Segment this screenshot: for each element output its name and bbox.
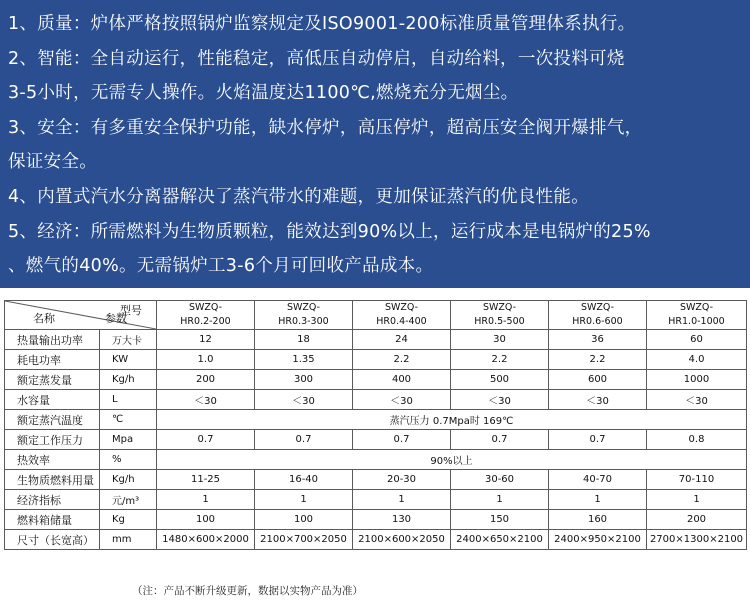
param-name-cell: 热效率 xyxy=(5,450,100,470)
value-cell: 1.35 xyxy=(255,350,353,370)
value-cell: 11-25 xyxy=(157,470,255,490)
value-cell: 1 xyxy=(353,490,451,510)
value-cell: 2400×950×2100 xyxy=(549,530,647,550)
table-row xyxy=(5,330,747,350)
value-cell: 600 xyxy=(549,370,647,390)
table-row xyxy=(5,450,747,470)
value-cell: 4.0 xyxy=(647,350,747,370)
value-cell: ＜30 xyxy=(451,390,549,410)
value-cell: 1480×600×2000 xyxy=(157,530,255,550)
features-list xyxy=(8,7,746,284)
value-cell: 0.7 xyxy=(353,430,451,450)
model-header-cell xyxy=(647,301,747,330)
model-code: HR0.2-200 xyxy=(180,316,231,327)
param-name-cell: 额定蒸发量 xyxy=(5,370,100,390)
value-cell: ＜30 xyxy=(549,390,647,410)
value-cell: 500 xyxy=(451,370,549,390)
features-banner xyxy=(0,0,750,288)
value-cell: 36 xyxy=(549,330,647,350)
unit-cell: Mpa xyxy=(100,430,157,450)
value-cell: 1.0 xyxy=(157,350,255,370)
value-cell: ＜30 xyxy=(353,390,451,410)
unit-cell: mm xyxy=(100,530,157,550)
value-cell: 30-60 xyxy=(451,470,549,490)
unit-cell: Kg xyxy=(100,510,157,530)
value-cell: 300 xyxy=(255,370,353,390)
value-cell: 18 xyxy=(255,330,353,350)
unit-cell: KW xyxy=(100,350,157,370)
model-header-cell xyxy=(255,301,353,330)
model-header-cell xyxy=(353,301,451,330)
value-cell: 160 xyxy=(549,510,647,530)
table-row xyxy=(5,530,747,550)
value-cell: 1 xyxy=(255,490,353,510)
model-header-cell xyxy=(549,301,647,330)
feature-line: 3、安全：有多重安全保护功能，缺水停炉，高压停炉，超高压安全阀开爆排气， xyxy=(8,117,643,138)
model-prefix: SWZQ- xyxy=(679,302,714,313)
model-code: HR1.0-1000 xyxy=(668,316,725,327)
param-name-cell: 水容量 xyxy=(5,390,100,410)
unit-cell: L xyxy=(100,390,157,410)
table-row xyxy=(5,430,747,450)
value-cell: 2400×650×2100 xyxy=(451,530,549,550)
value-cell: 2.2 xyxy=(353,350,451,370)
value-cell: 100 xyxy=(255,510,353,530)
table-row xyxy=(5,390,747,410)
unit-cell: Kg/h xyxy=(100,370,157,390)
value-cell: ＜30 xyxy=(255,390,353,410)
footnote: （注：产品不断升级更新，数据以实物产品为准） xyxy=(132,585,363,597)
value-cell: 60 xyxy=(647,330,747,350)
param-name-cell: 经济指标 xyxy=(5,490,100,510)
value-cell: 1 xyxy=(451,490,549,510)
unit-cell: 元/m³ xyxy=(100,490,157,510)
value-cell: 2100×700×2050 xyxy=(255,530,353,550)
model-code: HR0.6-600 xyxy=(572,316,623,327)
unit-cell: 万大卡 xyxy=(100,330,157,350)
value-cell: 0.7 xyxy=(451,430,549,450)
param-label: 参数 xyxy=(105,312,127,325)
merged-value-cell: 90%以上 xyxy=(157,450,747,470)
value-cell: 1 xyxy=(647,490,747,510)
param-name-cell: 耗电功率 xyxy=(5,350,100,370)
value-cell: 70-110 xyxy=(647,470,747,490)
model-code: HR0.4-400 xyxy=(376,316,427,327)
value-cell: 130 xyxy=(353,510,451,530)
value-cell: 200 xyxy=(647,510,747,530)
unit-cell: Kg/h xyxy=(100,470,157,490)
param-name-cell: 额定蒸汽温度 xyxy=(5,410,100,430)
table-row xyxy=(5,470,747,490)
value-cell: 12 xyxy=(157,330,255,350)
model-prefix: SWZQ- xyxy=(384,302,419,313)
model-prefix: SWZQ- xyxy=(482,302,517,313)
model-prefix: SWZQ- xyxy=(286,302,321,313)
model-header-cell xyxy=(451,301,549,330)
feature-line: 3-5小时，无需专人操作。火焰温度达1100℃,燃烧充分无烟尘。 xyxy=(8,83,519,104)
value-cell: 0.7 xyxy=(549,430,647,450)
table-row xyxy=(5,410,747,430)
name-label: 名称 xyxy=(33,312,55,325)
model-code: HR0.5-500 xyxy=(474,316,525,327)
value-cell: 0.8 xyxy=(647,430,747,450)
value-cell: 2700×1300×2100 xyxy=(647,530,747,550)
table-row xyxy=(5,510,747,530)
value-cell: 20-30 xyxy=(353,470,451,490)
feature-line: 1、质量：炉体严格按照锅炉监察规定及ISO9001-200标准质量管理体系执行。 xyxy=(8,14,636,34)
model-label: 型号 xyxy=(120,304,142,317)
model-prefix: SWZQ- xyxy=(188,302,223,313)
table-row xyxy=(5,350,747,370)
table-header-row xyxy=(5,301,747,330)
value-cell: 200 xyxy=(157,370,255,390)
model-prefix: SWZQ- xyxy=(580,302,615,313)
feature-line: 2、智能：全自动运行，性能稳定，高低压自动停启，自动给料，一次投料可烧 xyxy=(8,48,625,69)
value-cell: 100 xyxy=(157,510,255,530)
feature-line: 5、经济：所需燃料为生物质颗粒，能效达到90%以上，运行成本是电锅炉的25% xyxy=(8,221,651,242)
value-cell: 1 xyxy=(549,490,647,510)
spec-table xyxy=(4,300,747,550)
value-cell: 2.2 xyxy=(549,350,647,370)
table-row xyxy=(5,370,747,390)
unit-cell: % xyxy=(100,450,157,470)
value-cell: 1 xyxy=(157,490,255,510)
table-row xyxy=(5,490,747,510)
param-name-cell: 尺寸（长宽高） xyxy=(5,530,100,550)
model-code: HR0.3-300 xyxy=(278,316,329,327)
header-corner-cell xyxy=(5,301,157,330)
value-cell: 24 xyxy=(353,330,451,350)
param-name-cell: 额定工作压力 xyxy=(5,430,100,450)
spec-table-body xyxy=(5,301,747,550)
value-cell: 400 xyxy=(353,370,451,390)
value-cell: 150 xyxy=(451,510,549,530)
unit-cell: ℃ xyxy=(100,410,157,430)
value-cell: 0.7 xyxy=(255,430,353,450)
merged-value-cell: 蒸汽压力 0.7Mpa时 169℃ xyxy=(157,410,747,430)
value-cell: 30 xyxy=(451,330,549,350)
value-cell: ＜30 xyxy=(647,390,747,410)
feature-line: 4、内置式汽水分离器解决了蒸汽带水的难题，更加保证蒸汽的优良性能。 xyxy=(8,186,590,207)
feature-line: 、燃气的40%。无需锅炉工3-6个月可回收产品成本。 xyxy=(8,256,434,277)
value-cell: 2100×600×2050 xyxy=(353,530,451,550)
feature-line: 保证安全。 xyxy=(8,152,97,173)
value-cell: 2.2 xyxy=(451,350,549,370)
value-cell: 16-40 xyxy=(255,470,353,490)
param-name-cell: 生物质燃料用量 xyxy=(5,470,100,490)
value-cell: 40-70 xyxy=(549,470,647,490)
value-cell: 0.7 xyxy=(157,430,255,450)
param-name-cell: 热量输出功率 xyxy=(5,330,100,350)
param-name-cell: 燃料箱储量 xyxy=(5,510,100,530)
value-cell: 1000 xyxy=(647,370,747,390)
value-cell: ＜30 xyxy=(157,390,255,410)
model-header-cell xyxy=(157,301,255,330)
